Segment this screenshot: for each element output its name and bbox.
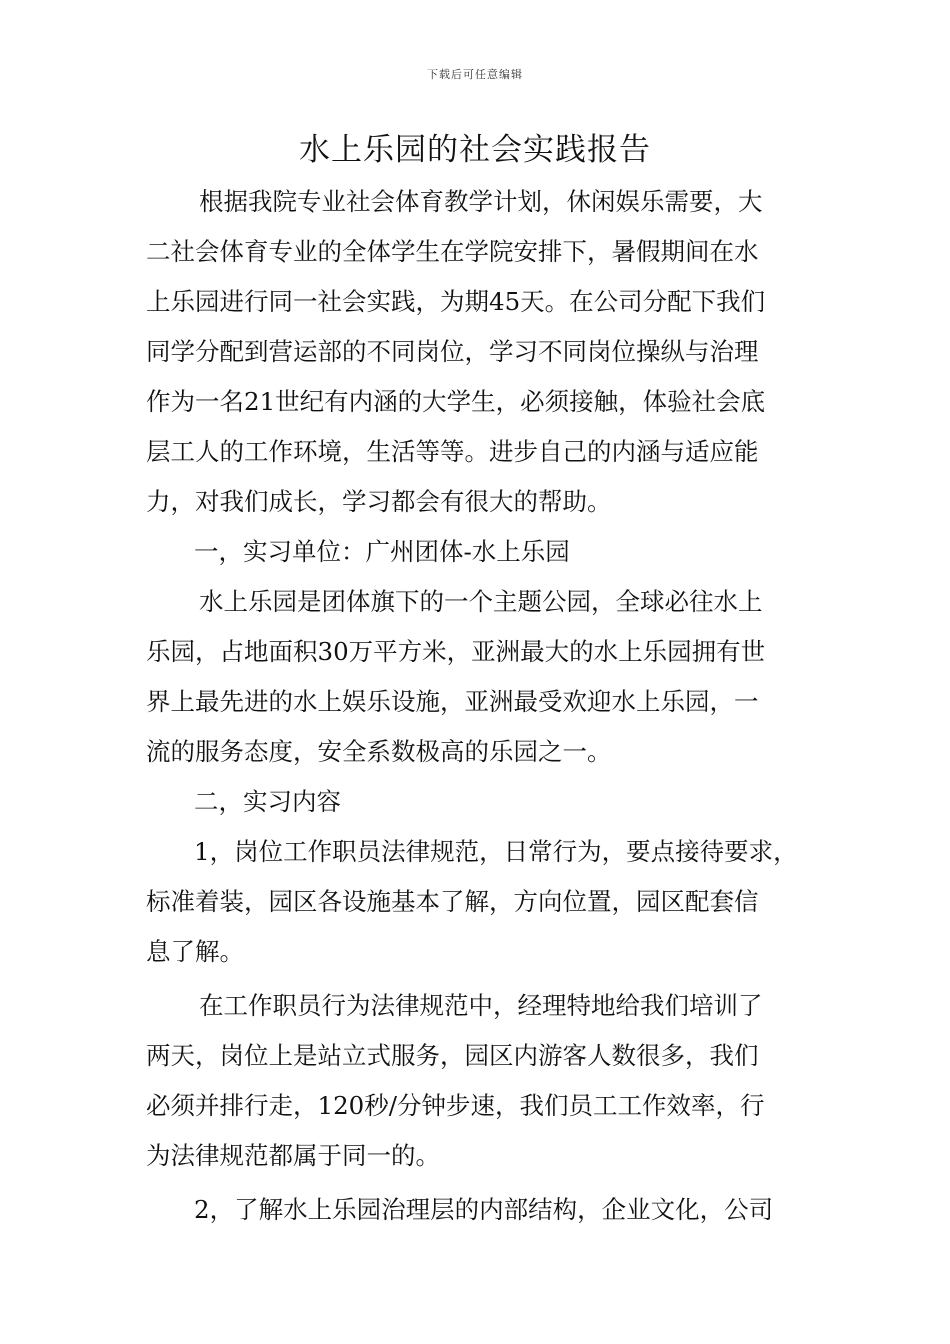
header-note: 下载后可任意编辑 <box>427 68 523 81</box>
paragraph-line: 必须并排行走，120秒/分钟步速，我们员工工作效率，行 <box>146 1091 765 1120</box>
paragraph-line: 流的服务态度，安全系数极高的乐园之一。 <box>146 737 612 766</box>
paragraph-line: 作为一名21世纪有内涵的大学生，必须接触，体验社会底 <box>146 387 766 416</box>
paragraph-line: 1，岗位工作职员法律规范，日常行为，要点接待要求， <box>194 837 798 866</box>
paragraph-line: 乐园，占地面积30万平方米，亚洲最大的水上乐园拥有世 <box>146 637 766 666</box>
paragraph-line: 同学分配到营运部的不同岗位，学习不同岗位操纵与治理 <box>146 337 759 366</box>
paragraph-line: 在工作职员行为法律规范中，经理特地给我们培训了 <box>199 991 763 1020</box>
paragraph-line: 两天，岗位上是站立式服务，园区内游客人数很多，我们 <box>146 1041 759 1070</box>
document-title: 水上乐园的社会实践报告 <box>299 132 651 168</box>
paragraph-line: 水上乐园是团体旗下的一个主题公园，全球必往水上 <box>199 587 763 616</box>
paragraph-line: 上乐园进行同一社会实践，为期45天。在公司分配下我们 <box>146 287 766 316</box>
paragraph-line: 界上最先进的水上娱乐设施，亚洲最受欢迎水上乐园，一 <box>146 687 759 716</box>
paragraph-line: 根据我院专业社会体育教学计划，休闲娱乐需要，大 <box>199 187 763 216</box>
paragraph-line: 2，了解水上乐园治理层的内部结构，企业文化，公司 <box>194 1195 774 1224</box>
paragraph-line: 为法律规范都属于同一的。 <box>146 1141 440 1170</box>
section-heading: 二，实习内容 <box>194 787 341 816</box>
paragraph-line: 二社会体育专业的全体学生在学院安排下，暑假期间在水 <box>146 237 759 266</box>
section-heading: 一，实习单位：广州团体-水上乐园 <box>194 537 570 566</box>
document-body <box>146 177 812 1235</box>
paragraph-line: 标准着装，园区各设施基本了解，方向位置，园区配套信 <box>146 887 759 916</box>
paragraph-line: 息了解。 <box>146 937 244 966</box>
paragraph-line: 力，对我们成长，学习都会有很大的帮助。 <box>146 487 612 516</box>
paragraph-line: 层工人的工作环境，生活等等。进步自己的内涵与适应能 <box>146 437 759 466</box>
